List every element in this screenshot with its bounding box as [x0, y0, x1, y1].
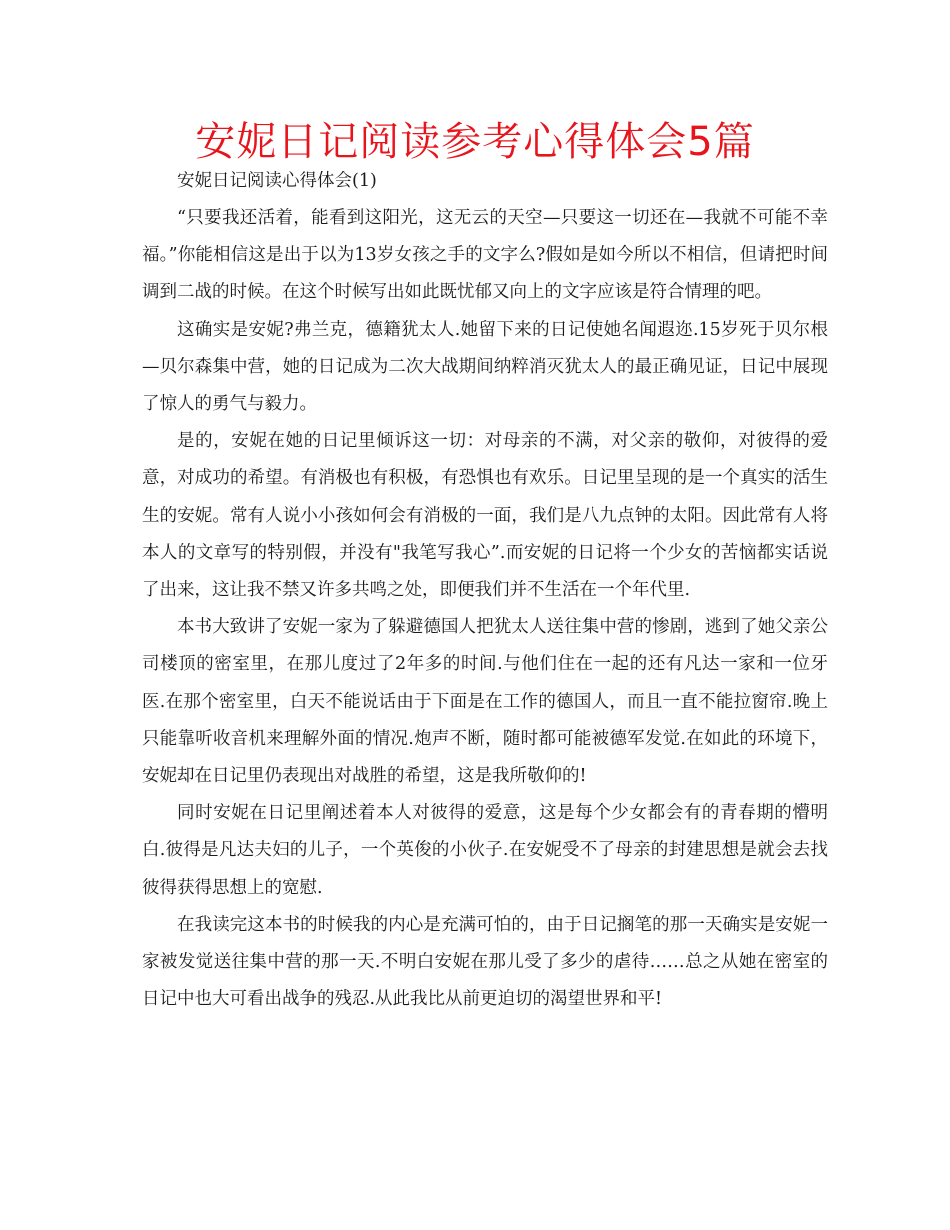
paragraph-6: 在我读完这本书的时候我的内心是充满可怕的，由于日记搁笔的那一天确实是安妮一家被发觉送往集中营的那一天.不明白安妮在那儿受了多少的虐待……总之从她在密室的日记中也大可看出战争的残忍.从此我比从前更迫切的渴望世界和平!	[142, 914, 828, 1010]
paragraph-2: 这确实是安妮?弗兰克，德籍犹太人.她留下来的日记使她名闻遐迩.15岁死于贝尔根—贝尔森集中营，她的日记成为二次大战期间纳粹消灭犹太人的最正确见证，日记中展现了惊人的勇气与毅力。	[142, 319, 828, 415]
paragraph-3: 是的，安妮在她的日记里倾诉这一切：对母亲的不满，对父亲的敬仰，对彼得的爱意，对成功的希望。有消极也有积极，有恐惧也有欢乐。日记里呈现的是一个真实的活生生的安妮。常有人说小小孩如何会有消极的一面，我们是八九点钟的太阳。因此常有人将本人的文章写的特别假，并没有"我笔写我心”.而安妮的日记将一个少女的苦恼都实话说了出来，这让我不禁又许多共鸣之处，即便我们并不生活在一个年代里.	[142, 431, 828, 601]
document-title: 安妮日记阅读参考心得体会5篇	[195, 119, 755, 165]
paragraph-4: 本书大致讲了安妮一家为了躲避德国人把犹太人送往集中营的惨剧，逃到了她父亲公司楼顶的密室里，在那儿度过了2年多的时间.与他们住在一起的还有凡达一家和一位牙医.在那个密室里，白天不能说话由于下面是在工作的德国人，而且一直不能拉窗帘.晚上只能靠听收音机来理解外面的情况.炮声不断，随时都可能被德军发觉.在如此的环境下，安妮却在日记里仍表现出对战胜的希望，这是我所敬仰的!	[142, 617, 828, 787]
paragraph-5: 同时安妮在日记里阐述着本人对彼得的爱意，这是每个少女都会有的青春期的懵明白.彼得是凡达夫妇的儿子，一个英俊的小伙子.在安妮受不了母亲的封建思想是就会去找彼得获得思想上的宽慰.	[142, 803, 828, 898]
document-body	[142, 166, 828, 1018]
section-heading: 安妮日记阅读心得体会(1)	[177, 171, 377, 191]
paragraph-1: “只要我还活着，能看到这阳光，这无云的天空—只要这一切还在—我就不可能不幸福。”你能相信这是出于以为13岁女孩之手的文字么?假如是如今所以不相信，但请把时间调到二战的时候。在这个时候写出如此既忧郁又向上的文字应该是符合情理的吧。	[142, 208, 828, 303]
